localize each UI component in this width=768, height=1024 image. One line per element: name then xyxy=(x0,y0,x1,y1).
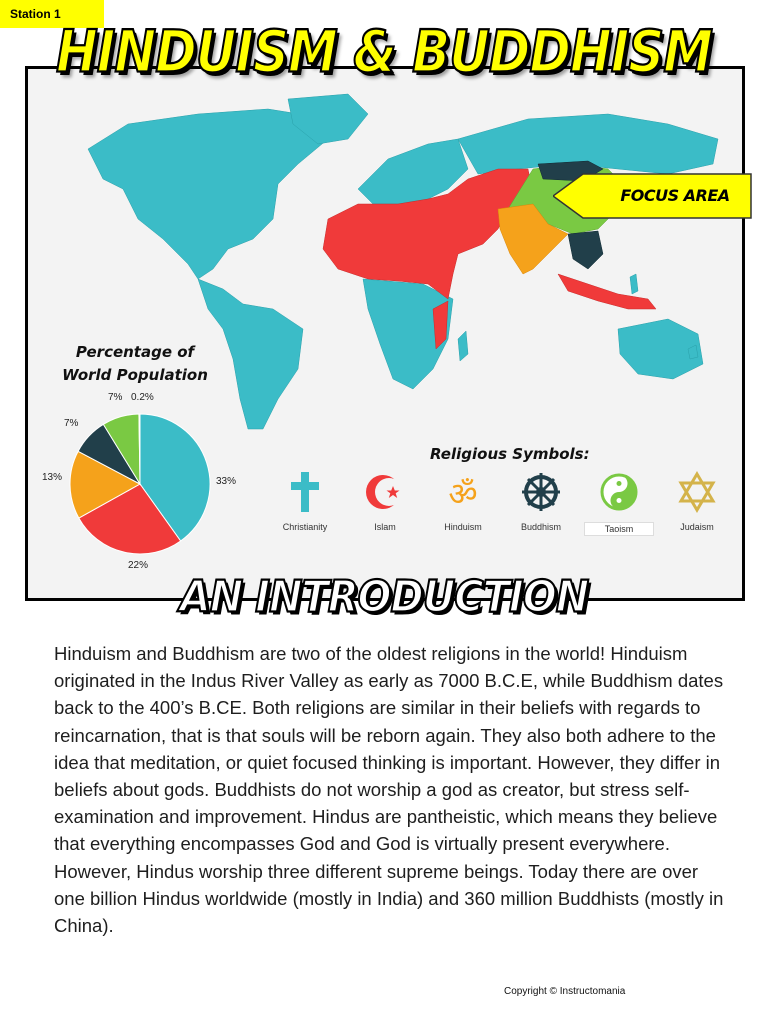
symbol-label: Taoism xyxy=(584,522,654,536)
symbol-label: Christianity xyxy=(282,522,328,532)
symbol-taoism xyxy=(584,470,654,536)
symbol-label: Hinduism xyxy=(444,522,482,532)
dharma-wheel-icon xyxy=(521,470,561,514)
om-icon xyxy=(443,470,483,514)
pie-title-line1: Percentage of xyxy=(75,343,195,361)
copyright-notice: Copyright © Instructomania xyxy=(504,986,626,997)
pie-label-buddhism: 7% xyxy=(64,418,79,429)
symbol-hinduism xyxy=(428,470,498,532)
intro-paragraph: Hinduism and Buddhism are two of the oldest religions in the world! Hinduism originated in the Indus River Valley as early as 7000 B.C.E, while Buddhism dates back to the 400’s B.CE. Both religions are similar in their beliefs with regards to reincarnation, that is that souls will be reborn again. They also both adhere to the idea that meditation, or quiet focused thinking is important. However, they differ in beliefs about gods. Buddhists do not worship a god as creator, but stress self-examination and improvement. Hindus are pantheistic, which means they believe that everything encompasses God and God is virtually present everywhere. However, Hindus worship three different supreme beings. Today there are over one billion Hindus worldwide (mostly in India) and 360 million Buddhists (mostly in China). xyxy=(54,643,724,937)
pie-label-taoism: 7% xyxy=(108,392,123,403)
page-title: HINDUISM & BUDDHISM xyxy=(55,18,713,86)
crescent-star-icon xyxy=(365,470,405,514)
north-america-region xyxy=(88,109,328,279)
pie-label-hinduism: 13% xyxy=(42,472,63,483)
symbol-label: Judaism xyxy=(680,522,714,532)
southeast-asia-region xyxy=(568,231,603,269)
cross-icon xyxy=(285,470,325,514)
pie-chart-title xyxy=(50,341,220,387)
religious-symbols-title: Religious Symbols: xyxy=(430,445,590,463)
symbol-islam xyxy=(350,470,420,532)
population-pie-chart xyxy=(66,410,214,558)
symbol-label: Buddhism xyxy=(520,522,562,532)
star-of-david-icon xyxy=(677,470,717,514)
symbol-buddhism xyxy=(506,470,576,532)
pie-label-christianity: 33% xyxy=(216,476,237,487)
pie-label-islam: 22% xyxy=(128,560,149,571)
symbol-judaism xyxy=(662,470,732,532)
station-label: Station 1 xyxy=(0,0,104,28)
pie-title-line2: World Population xyxy=(62,366,208,384)
indonesia-region xyxy=(558,274,656,309)
yin-yang-icon xyxy=(599,470,639,514)
symbol-label: Islam xyxy=(374,522,396,532)
symbol-christianity xyxy=(270,470,340,532)
focus-area-label: FOCUS AREA xyxy=(620,186,730,205)
section-subtitle: AN INTRODUCTION xyxy=(179,571,589,623)
religious-symbols-row xyxy=(270,470,730,550)
pie-label-judaism: 0.2% xyxy=(131,392,154,403)
svg-text:ॐ: ॐ xyxy=(448,475,478,513)
